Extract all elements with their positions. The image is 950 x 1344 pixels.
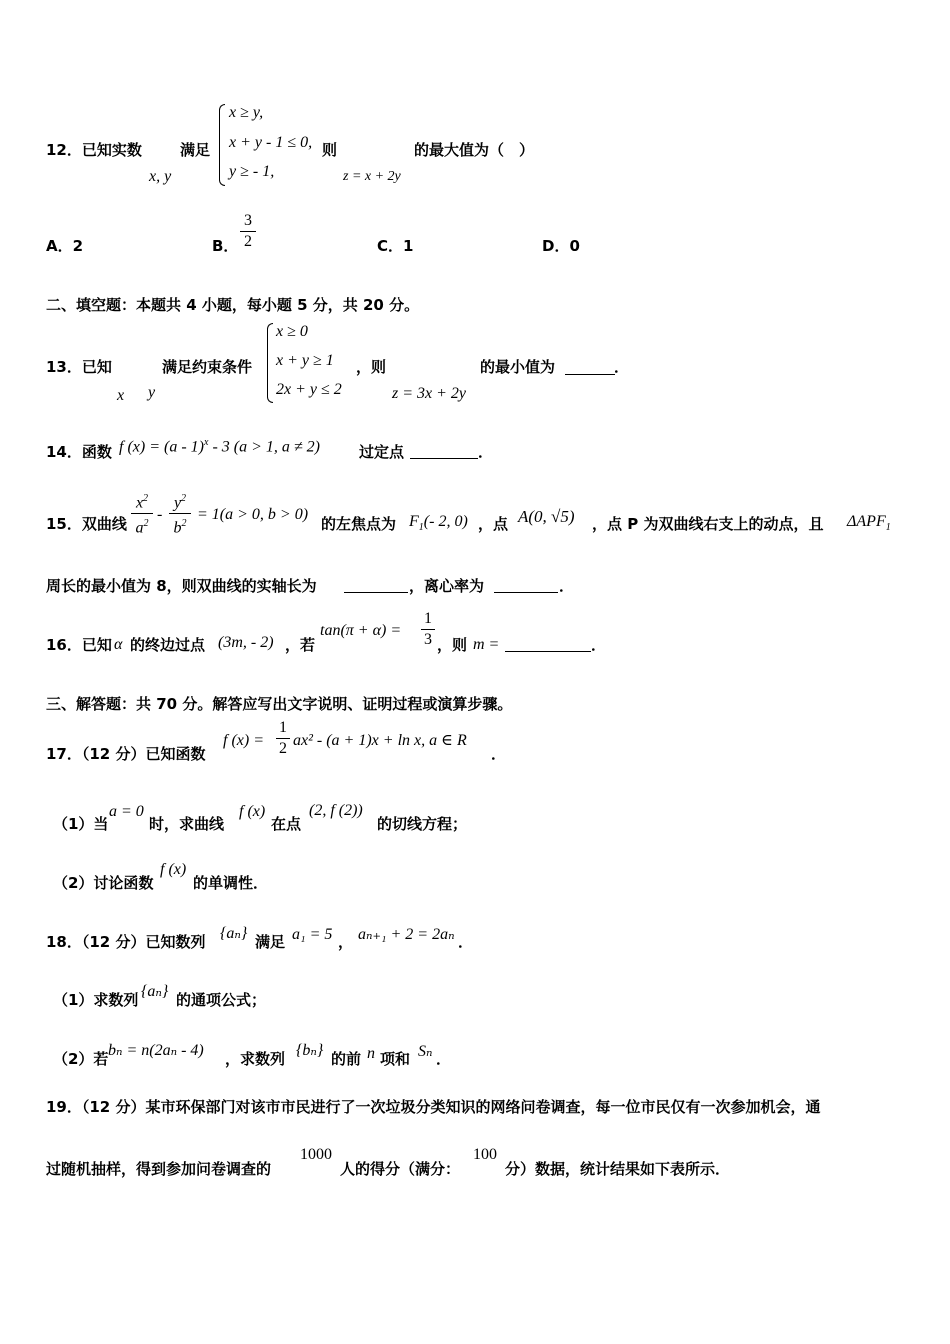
q15-f1-sub: 1 (418, 522, 424, 534)
q15-triangle (847, 513, 891, 537)
q15-answer-blank-1[interactable] (344, 578, 408, 593)
q12-option-b-label: B． (212, 237, 239, 255)
q17-stem-a: 17．（12 分）已知函数 (46, 745, 206, 763)
q13-stem-d: 的最小值为 (480, 358, 556, 376)
q17-p1-f: f (x) (239, 803, 266, 820)
q15-triangle-text: ΔAPF (847, 513, 886, 530)
q15-line2-a: 周长的最小值为 8，则双曲线的实轴长为 (46, 577, 317, 595)
q15-a-exp: 2 (143, 518, 149, 530)
q17-p1-a: （1）当 (53, 815, 109, 833)
q12-target: z = x + 2y (343, 169, 401, 184)
q12-option-b-den: 2 (244, 233, 252, 250)
q15-f1: F (409, 513, 419, 530)
q12-stem-c: 则 (322, 141, 338, 159)
q14-func-b: - 3 (a > 1, a ≠ 2) (208, 438, 320, 456)
q15-y-exp: 2 (181, 493, 187, 504)
q13-var-y: y (148, 384, 156, 401)
q15-stem-b: 的左焦点为 (321, 515, 397, 533)
q18-p2-a: （2）若 (53, 1050, 109, 1068)
q15-a: a (135, 519, 144, 537)
q18-end: ． (458, 933, 474, 951)
q19-n100: 100 (473, 1146, 497, 1163)
q17-p2-b: 的单调性． (193, 874, 269, 892)
q15-answer-blank-2[interactable] (494, 578, 558, 593)
q15-x: x (135, 494, 144, 512)
q13-system-brace (267, 323, 273, 403)
q18-comma: ， (338, 933, 354, 951)
q16-den: 3 (424, 631, 432, 648)
q12-option-c: C．1 (377, 237, 414, 255)
q18-stem-a: 18．（12 分）已知数列 (46, 933, 206, 951)
q17-num: 1 (279, 719, 287, 736)
q15-f1-coord: (- 2, 0) (423, 513, 468, 530)
q17-den: 2 (279, 740, 287, 757)
q13-target: z = 3x + 2y (392, 385, 467, 402)
q16-stem-a: 16．已知 (46, 636, 112, 654)
q17-f-lhs: f (x) = (223, 732, 264, 749)
q15-end: ． (559, 577, 575, 595)
q15-triangle-sub: 1 (885, 522, 891, 534)
q19-line2-c: 分）数据，统计结果如下表所示． (505, 1160, 731, 1178)
q15-b: b (173, 519, 182, 537)
q12-sys-3: y ≥ - 1, (229, 163, 275, 180)
q17-p1-cond: a = 0 (109, 803, 144, 820)
q17-end: ． (491, 745, 507, 763)
q12-option-b-fraction (240, 212, 256, 251)
q18-p1-a: （1）求数列 (53, 991, 139, 1009)
q18-stem-b: 满足 (255, 933, 286, 951)
q19-line2-b: 人的得分（满分： (340, 1160, 461, 1178)
q15-line2-b: ，离心率为 (409, 577, 485, 595)
q13-sys-2: x + y ≥ 1 (276, 352, 334, 369)
q12-option-a: A．2 (46, 237, 84, 255)
q12-stem-a: 12．已知实数 (46, 141, 142, 159)
q16-end: ． (591, 636, 607, 654)
q16-answer-blank[interactable] (505, 637, 591, 652)
q15-frac-x (131, 490, 153, 538)
q15-stem-d: ，点 P 为双曲线右支上的动点，且 (592, 515, 824, 533)
q18-p1-b: 的通项公式； (176, 991, 267, 1009)
q18-p2-b: bₙ = n(2aₙ - 4) (108, 1042, 204, 1059)
q13-stem-a: 13．已知 (46, 358, 112, 376)
q16-fraction (421, 610, 435, 649)
q18-p2-end: ． (436, 1050, 452, 1068)
section2-heading: 二、填空题：本题共 4 小题，每小题 5 分，共 20 分。 (46, 296, 420, 314)
q18-p2-d: 的前 (331, 1050, 362, 1068)
q16-alpha: α (114, 636, 123, 653)
q16-tan: tan(π + α) = (320, 622, 402, 639)
section3-heading: 三、解答题：共 70 分。解答应写出文字说明、证明过程或演算步骤。 (46, 695, 513, 713)
q17-p1-c: 在点 (271, 815, 302, 833)
q18-p2-e: 项和 (380, 1050, 411, 1068)
q16-m-eq: m = (473, 636, 500, 653)
q18-p2-seq: {bₙ} (296, 1042, 324, 1059)
q12-stem-b: 满足 (180, 141, 211, 159)
q12-sys-2: x + y - 1 ≤ 0, (229, 134, 313, 151)
q15-y: y (173, 494, 182, 512)
q15-cond: = 1(a > 0, b > 0) (197, 506, 309, 523)
q13-answer-blank[interactable] (565, 360, 615, 375)
q19-line1: 19．（12 分）某市环保部门对该市市民进行了一次垃圾分类知识的网络问卷调查，每一位市民仅有一次参加机会，通 (46, 1098, 821, 1116)
q16-point: (3m, - 2) (218, 634, 274, 651)
q15-stem-c: ，点 (478, 515, 509, 533)
q15-frac-y (169, 490, 191, 538)
q17-fraction (276, 719, 290, 758)
q14-stem-a: 14．函数 (46, 443, 112, 461)
q15-minus: - (157, 506, 163, 523)
q17-f-rhs: ax² - (a + 1)x + ln x, a ∈ R (293, 732, 467, 749)
q13-stem-b: 满足约束条件 (162, 358, 253, 376)
q18-p2-s: Sₙ (418, 1043, 433, 1060)
q15-focus (409, 513, 468, 537)
q19-n1000: 1000 (300, 1146, 332, 1163)
q12-system-brace (219, 104, 225, 186)
q16-stem-d: ，则 (437, 636, 468, 654)
q13-sys-3: 2x + y ≤ 2 (276, 381, 342, 398)
q18-p1-seq: {aₙ} (141, 983, 169, 1000)
q17-p2-a: （2）讨论函数 (53, 874, 154, 892)
q12-option-b-num: 3 (244, 212, 252, 229)
q17-p1-b: 时，求曲线 (149, 815, 225, 833)
q14-func-expression (119, 434, 320, 456)
q15-point-a: A(0, √5) (518, 507, 575, 526)
q17-p1-pt: (2, f (2)) (309, 802, 363, 819)
q12-option-d: D．0 (542, 237, 580, 255)
q16-stem-c: ，若 (285, 636, 316, 654)
q16-stem-b: 的终边过点 (130, 636, 206, 654)
q15-stem-a: 15．双曲线 (46, 515, 127, 533)
q14-exp: x (203, 437, 209, 448)
q15-x-exp: 2 (143, 493, 149, 504)
q18-p2-n: n (367, 1045, 375, 1062)
q19-line2-a: 过随机抽样，得到参加问卷调查的 (46, 1160, 272, 1178)
q14-stem-b: 过定点 (359, 443, 405, 461)
q13-stem-c: ，则 (356, 358, 387, 376)
q16-num: 1 (424, 610, 432, 627)
q14-answer-blank[interactable] (410, 444, 478, 459)
q13-var-x: x (117, 387, 125, 404)
q17-p1-d: 的切线方程； (377, 815, 468, 833)
q18-seq: {aₙ} (220, 925, 248, 942)
q17-p2-f: f (x) (160, 861, 187, 878)
q14-func: f (x) = (a - 1) (119, 438, 204, 456)
q18-a1: a₁ = 5 (292, 926, 333, 943)
q14-end: ． (478, 443, 494, 461)
q12-sys-1: x ≥ y, (229, 104, 264, 121)
q15-b-exp: 2 (181, 518, 187, 530)
q18-p2-c: ，求数列 (225, 1050, 286, 1068)
q12-stem-d: 的最大值为（ ） (414, 141, 535, 159)
q18-rec: aₙ₊₁ + 2 = 2aₙ (358, 926, 455, 943)
q13-end: ． (614, 358, 630, 376)
q12-vars: x, y (149, 168, 172, 185)
q13-sys-1: x ≥ 0 (276, 323, 308, 340)
